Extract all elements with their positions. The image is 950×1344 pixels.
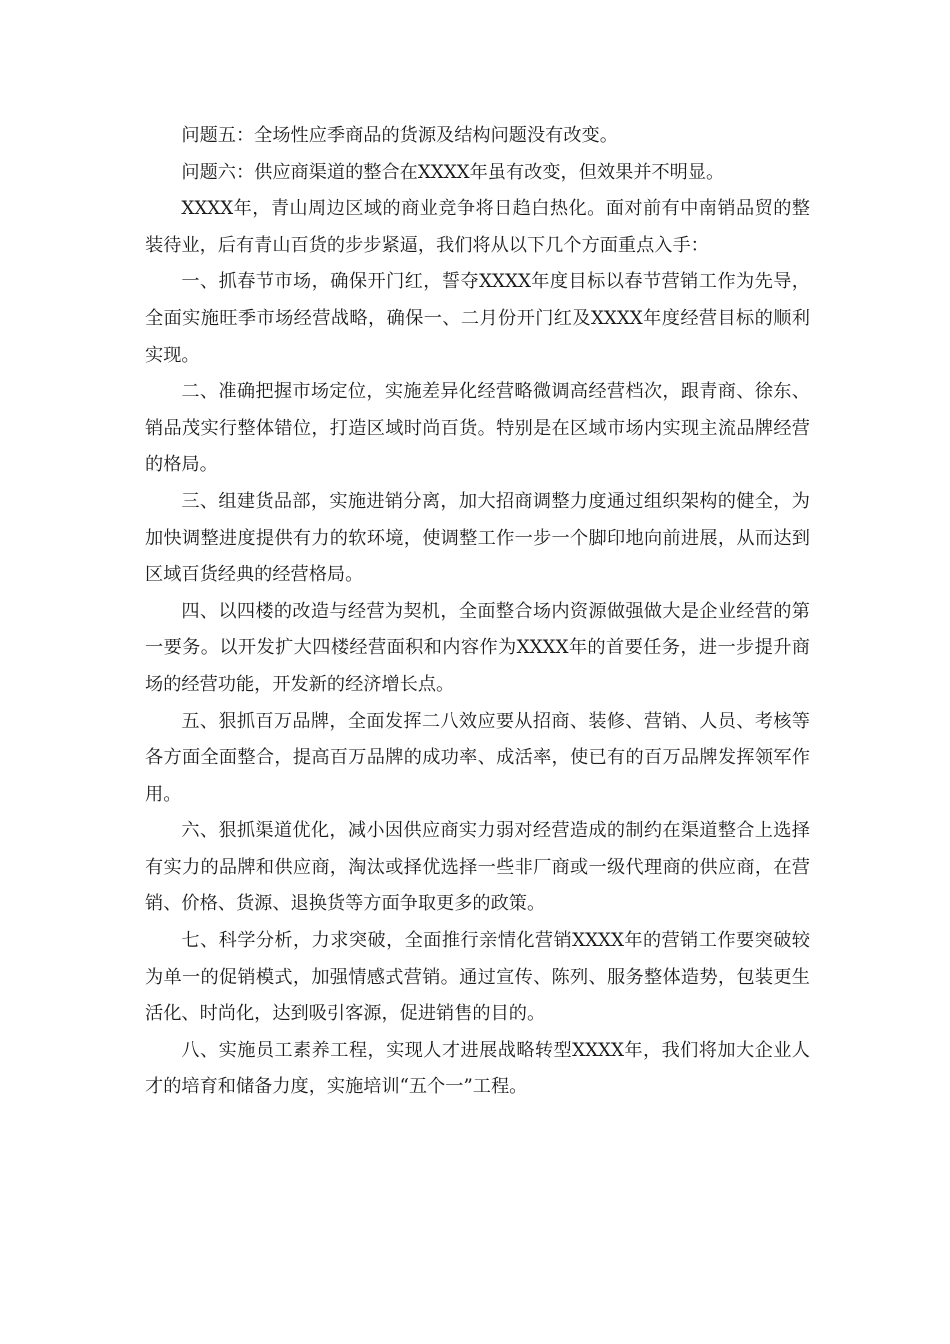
paragraph-problem-5: 问题五：全场性应季商品的货源及结构问题没有改变。 <box>181 125 618 146</box>
paragraph-item-1: 一、抓春节市场，确保开门红，誓夺XXXX年度目标以春节营销工作为先导，全面实施旺季市场经营战略，确保一、二月份开门红及XXXX年度经营目标的顺利实现。 <box>145 271 810 366</box>
paragraph-item-4: 四、以四楼的改造与经营为契机，全面整合场内资源做强做大是企业经营的第一要务。以开发扩大四楼经营面积和内容作为XXXX年的首要任务，进一步提升商场的经营功能，开发新的经济增长点。 <box>145 600 810 695</box>
paragraph-item-5: 五、狠抓百万品牌，全面发挥二八效应要从招商、装修、营销、人员、考核等各方面全面整合，提高百万品牌的成功率、成活率，使已有的百万品牌发挥领军作用。 <box>145 710 810 805</box>
paragraph-item-3: 三、组建货品部，实施进销分离，加大招商调整力度通过组织架构的健全，为加快调整进度提供有力的软环境，使调整工作一步一个脚印地向前进展，从而达到区域百货经典的经营格局。 <box>145 490 810 586</box>
document-body <box>145 118 810 1106</box>
paragraph-intro: XXXX年，青山周边区域的商业竞争将日趋白热化。面对前有中南销品贸的整装待业，后有青山百货的步步紧逼，我们将从以下几个方面重点入手： <box>145 198 810 256</box>
paragraph-item-6: 六、狠抓渠道优化，减小因供应商实力弱对经营造成的制约在渠道整合上选择有实力的品牌和供应商，淘汰或择优选择一些非厂商或一级代理商的供应商，在营销、价格、货源、退换货等方面争取更多的政策。 <box>145 820 810 915</box>
paragraph-item-8: 八、实施员工素养工程，实现人才进展战略转型XXXX年，我们将加大企业人才的培育和储备力度，实施培训“五个一”工程。 <box>145 1039 810 1098</box>
paragraph-item-2: 二、准确把握市场定位，实施差异化经营略微调高经营档次，跟青商、徐东、销品茂实行整体错位，打造区域时尚百货。特别是在区域市场内实现主流品牌经营的格局。 <box>145 381 810 476</box>
paragraph-problem-6: 问题六：供应商渠道的整合在XXXX年虽有改变，但效果并不明显。 <box>181 161 725 183</box>
paragraph-item-7: 七、科学分析，力求突破，全面推行亲情化营销XXXX年的营销工作要突破较为单一的促销模式，加强情感式营销。通过宣传、陈列、服务整体造势，包装更生活化、时尚化，达到吸引客源，促进销售的目的。 <box>145 930 810 1025</box>
